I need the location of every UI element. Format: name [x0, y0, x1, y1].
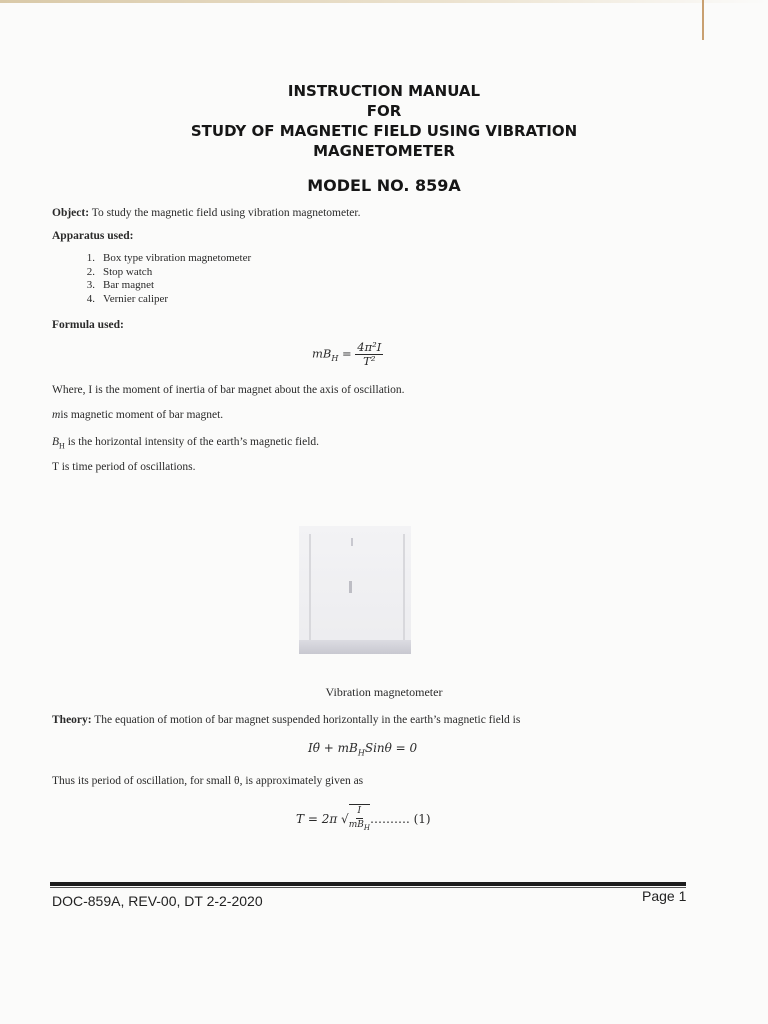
list-item: 2. Stop watch — [86, 265, 153, 278]
m-definition: mis magnetic moment of bar magnet. — [52, 409, 224, 421]
apparatus-list — [70, 252, 251, 306]
formula-equation: $mB_H$ = $\frac{\text{4π²I}}{\text{T²}}$ — [312, 340, 382, 368]
t-definition: T is time period of oscillations. — [52, 461, 196, 473]
document-title — [0, 81, 768, 161]
theory-label: Theory: — [52, 714, 92, 726]
footer-doc-id: DOC-859A, REV-00, DT 2-2-2020 — [52, 893, 263, 909]
list-item: 4. Vernier caliper — [86, 292, 169, 305]
object-label: Object: — [52, 207, 90, 219]
formula-fraction: $\frac{\text{4π²I}}{\text{T²}}$ — [357, 340, 382, 368]
title-line-2: FOR — [366, 102, 402, 120]
where-i-text: Where, I is the moment of inertia of bar magnet about the axis of oscillation. — [52, 384, 405, 396]
theory-line — [52, 713, 520, 727]
footer-rule-thin — [50, 887, 686, 888]
list-item: 1. Box type vibration magnetometer — [86, 252, 252, 264]
apparatus-label: Apparatus used: — [52, 230, 134, 242]
theory-text: The equation of motion of bar magnet suspended horizontally in the earth’s magnetic field is — [94, 714, 521, 726]
formula-label: Formula used: — [52, 319, 124, 331]
period-text: Thus its period of oscillation, for small θ, is approximately given as — [52, 775, 364, 787]
footer-rule — [50, 882, 686, 886]
model-number: MODEL NO. 859A — [307, 176, 461, 195]
object-text: To study the magnetic field using vibration magnetometer. — [91, 207, 361, 219]
title-line-3: STUDY OF MAGNETIC FIELD USING VIBRATION — [190, 122, 578, 140]
equation-of-motion: Iθ̈ + $mB_HSin\theta = 0$ — [308, 741, 418, 758]
title-line-1: INSTRUCTION MANUAL — [287, 82, 481, 100]
magnetometer-photo — [299, 526, 411, 654]
bh-definition: $B_H$ is the horizontal intensity of the earth’s magnetic field. — [52, 436, 320, 451]
title-line-4: MAGNETOMETER — [313, 142, 455, 160]
page-top-edge — [0, 0, 768, 3]
list-item: 3. Bar magnet — [86, 279, 155, 291]
object-line — [52, 206, 360, 220]
page-edge-mark — [702, 0, 704, 40]
period-fraction: $\frac{I}{mB_H}$ — [349, 804, 370, 835]
figure-caption: Vibration magnetometer — [325, 685, 443, 699]
footer-page-number: Page 1 — [642, 888, 687, 904]
period-equation: T = 2π √ $\frac{I}{mB_H}$ ………. (1) — [296, 804, 431, 835]
